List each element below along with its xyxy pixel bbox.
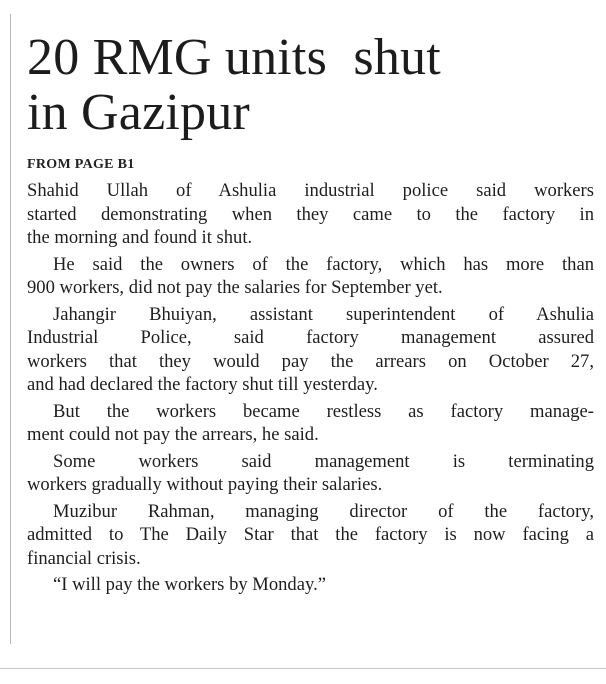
- text-line: But the workers became restless as factory manage-: [53, 400, 594, 422]
- text-line: Some workers said management is terminating: [53, 450, 594, 472]
- text-line: Shahid Ullah of Ashulia industrial police said workers: [27, 180, 594, 201]
- paragraph: [27, 500, 594, 571]
- text-line: “I will pay the workers by Monday.”: [53, 574, 326, 595]
- text-line: and had declared the factory shut till yesterday.: [27, 374, 378, 395]
- paragraph: [27, 303, 594, 397]
- bottom-rule: [0, 668, 606, 669]
- text-line: admitted to The Daily Star that the factory is now facing a: [27, 524, 594, 545]
- headline: [27, 30, 597, 140]
- article-body: [27, 179, 594, 600]
- column-rule: [10, 14, 11, 644]
- text-line: Industrial Police, said factory management assured: [27, 327, 594, 348]
- text-line: ment could not pay the arrears, he said.: [27, 424, 319, 445]
- text-line: He said the owners of the factory, which has more than: [53, 253, 594, 275]
- paragraph: [27, 179, 594, 250]
- headline-line: in Gazipur: [27, 84, 250, 141]
- paragraph: [27, 450, 594, 497]
- text-line: 900 workers, did not pay the salaries for September yet.: [27, 277, 443, 298]
- text-line: the morning and found it shut.: [27, 227, 253, 248]
- paragraph: [27, 253, 594, 300]
- text-line: workers gradually without paying their salaries.: [27, 474, 383, 495]
- text-line: workers that they would pay the arrears on October 27,: [27, 350, 594, 372]
- text-line: Jahangir Bhuiyan, assistant superintendent of Ashulia: [53, 303, 594, 325]
- continuation-kicker: FROM PAGE B1: [27, 157, 135, 172]
- paragraph: [27, 573, 594, 597]
- text-line: financial crisis.: [27, 547, 141, 569]
- paragraph: [27, 400, 594, 447]
- text-line: Muzibur Rahman, managing director of the factory,: [53, 500, 594, 522]
- text-line: started demonstrating when they came to the factory in: [27, 203, 594, 225]
- headline-line: 20 RMG units shut: [27, 29, 441, 86]
